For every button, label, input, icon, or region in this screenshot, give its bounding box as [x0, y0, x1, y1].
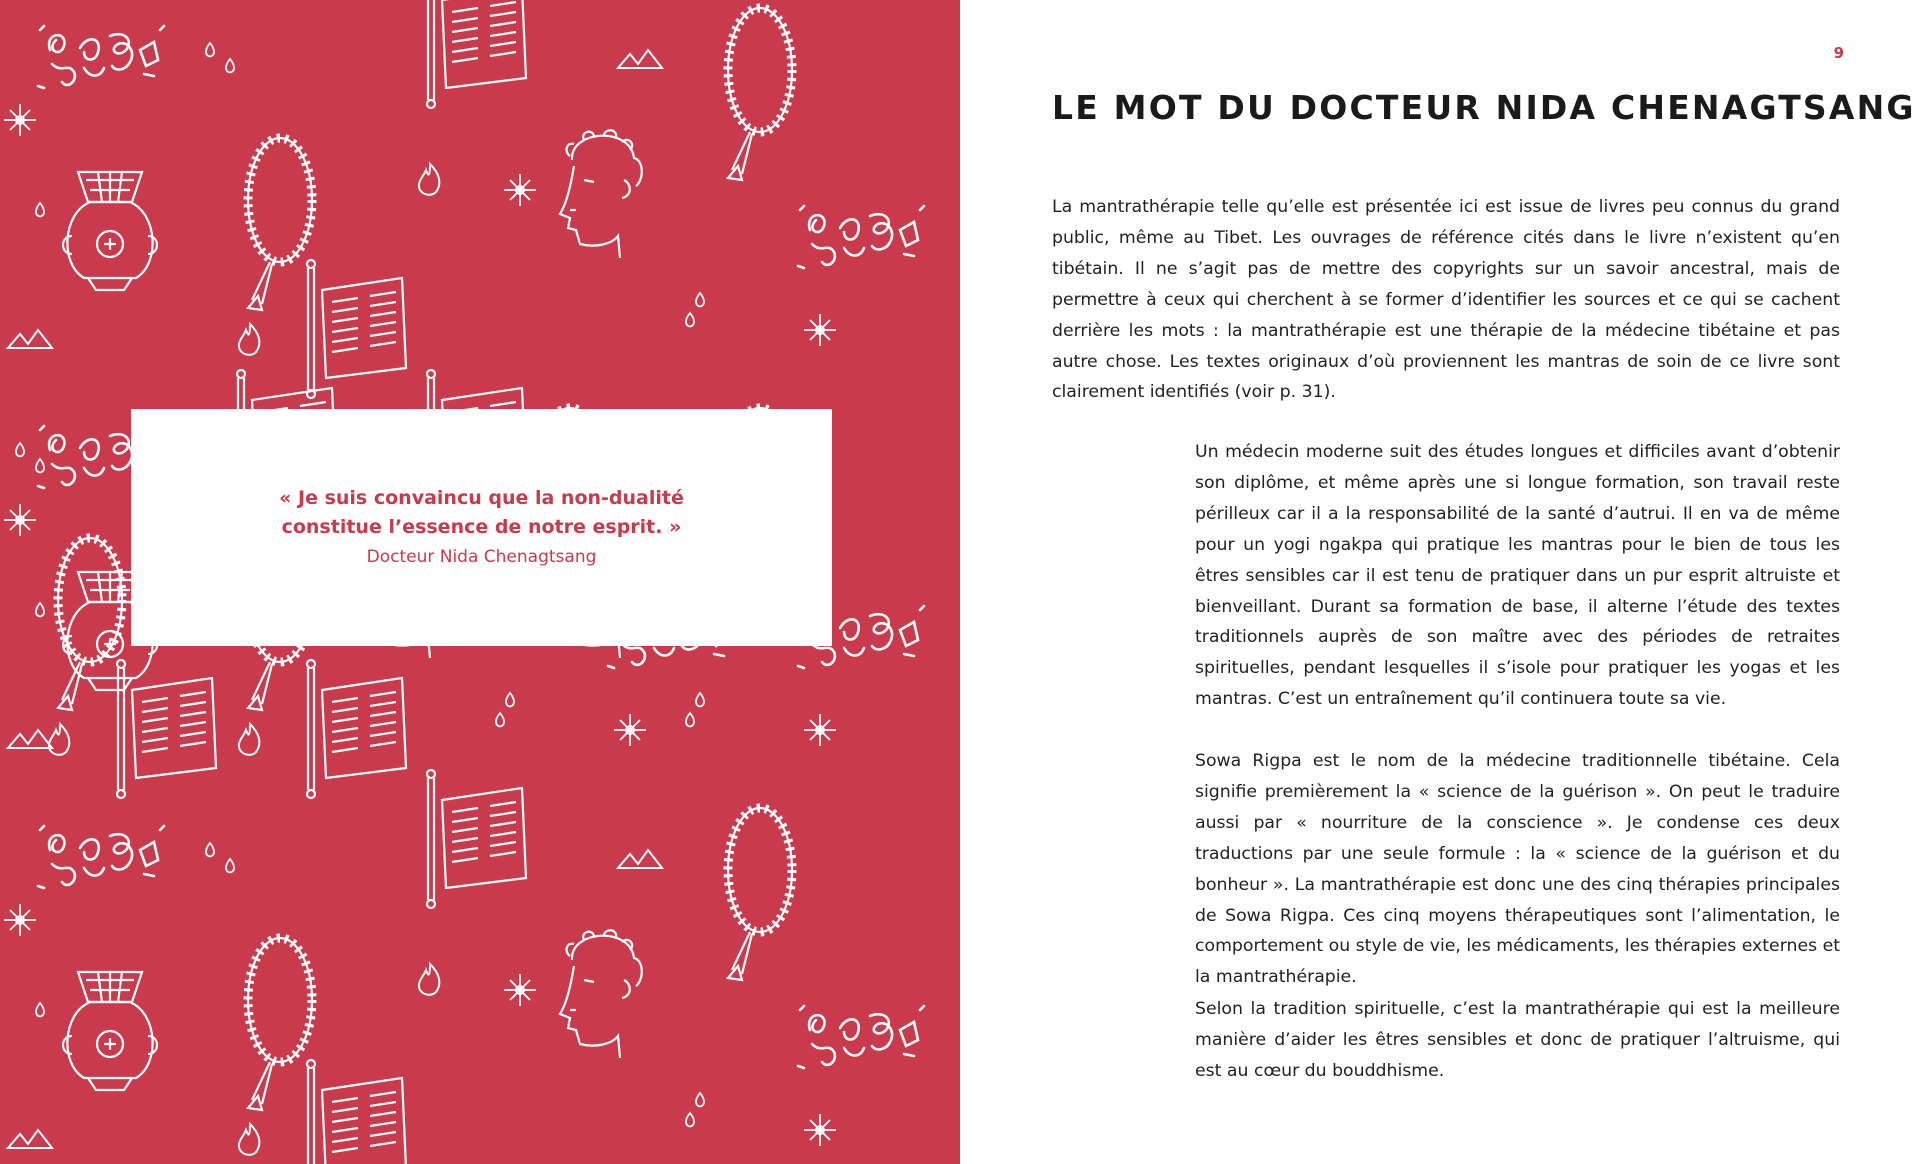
page-heading: LE MOT DU DOCTEUR NIDA CHENAGTSANG [1052, 88, 1916, 127]
paragraph-4: Selon la tradition spirituelle, c’est la mantrathérapie qui est la meilleure manière d’aider les êtres sensibles et donc de pratiquer l’altruisme, qui est au cœur du bouddhisme. [1195, 999, 1840, 1081]
quote-line-1: « Je suis convaincu que la non-dualité [279, 487, 684, 509]
quote-line-2: constitue l’essence de notre esprit. » [281, 516, 682, 538]
quote-author: Docteur Nida Chenagtsang [366, 547, 597, 567]
paragraph-3: Sowa Rigpa est le nom de la médecine traditionnelle tibétaine. Cela signifie premièrement la « science de la guérison ». On peut le traduire aussi par « nourriture de la conscience ». Je condense ces deux traductions par une seule formule : la « science de la guérison et du bonheur ». La mantrathérapie est donc une des cinq thérapies principales de Sowa Rigpa. Ces cinq moyens thérapeutiques sont l’alimentation, le comportement ou style de vie, les médicaments, les thérapies externes et la mantrathérapie. [1195, 751, 1840, 988]
quote-box [131, 409, 832, 646]
text-page [960, 0, 1920, 1164]
paragraph-2: Un médecin moderne suit des études longues et difficiles avant d’obtenir son diplôme, et même après une si longue formation, son travail reste périlleux car il a la responsabilité de la santé d’autrui. Il en va de même pour un yogi ngakpa qui pratique les mantras pour le bien de tous les êtres sensibles car il est tenu de pratiquer dans un pur esprit altruiste et bienveillant. Durant sa formation de base, il alterne l’étude des textes traditionnels auprès de son maître avec des périodes de retraites spirituelles, pendant lesquelles il s’isole pour pratiquer les yogas et les mantras. C’est un entraînement qu’il continuera toute sa vie. [1195, 442, 1840, 710]
quote-text [279, 484, 684, 542]
paragraph-1: La mantrathérapie telle qu’elle est présentée ici est issue de livres peu connus du grand public, même au Tibet. Les ouvrages de référence cités dans le livre n’existent qu’en tibétain. Il ne s’agit pas de mettre des copyrights sur un savoir ancestral, mais de permettre à ceux qui cherchent à se former d’identifier les sources et ce qui se cachent derrière les mots : la mantrathérapie est une thérapie de la médecine tibétaine et pas autre chose. Les textes originaux d’où proviennent les mantras de soin de ce livre sont clairement identifiés (voir p. 31). [1052, 197, 1840, 403]
page-number: 9 [1833, 44, 1844, 62]
